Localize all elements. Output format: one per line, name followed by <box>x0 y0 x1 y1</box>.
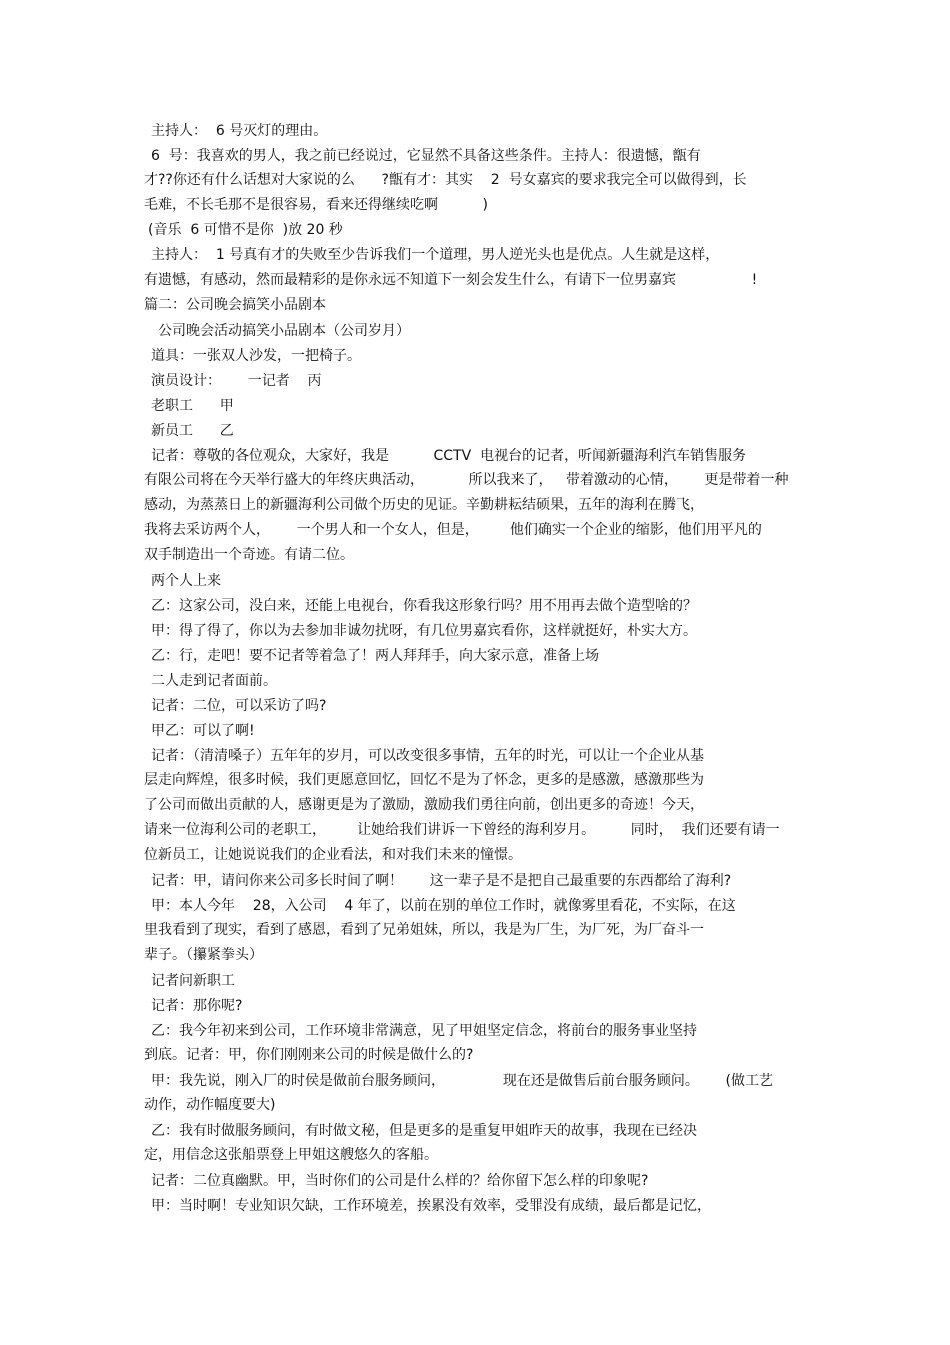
text-line: 甲：本人今年 28，入公司 4 年了，以前在别的单位工作时，就像雾里看花，不实际，在这 <box>151 898 736 914</box>
text-line: 位新员工，让她说说我们的企业看法，和对我们未来的憧憬。 <box>144 847 522 863</box>
text-line: 记者：（清清嗓子）五年年的岁月，可以改变很多事情，五年的时光，可以让一个企业从基 <box>151 748 704 764</box>
text-line: 道具：一张双人沙发，一把椅子。 <box>151 348 361 364</box>
text-line: 记者问新职工 <box>151 973 235 989</box>
text-line: 层走向辉煌，很多时候，我们更愿意回忆，回忆不是为了怀念，更多的是感激，感激那些为 <box>144 772 704 788</box>
text-line: 乙：我今年初来到公司，工作环境非常满意，见了甲姐坚定信念，将前台的服务事业坚持 <box>151 1023 697 1039</box>
text-line: 才??你还有什么话想对大家说的么 ?甑有才：其实 2 号女嘉宾的要求我完全可以做得到，长 <box>144 172 747 188</box>
text-line: 主持人： 1 号真有才的失败至少告诉我们一个道理，男人逆光头也是优点。人生就是这样， <box>151 247 720 263</box>
text-line: 有限公司将在今天举行盛大的年终庆典活动， 所以我来了， 带着激动的心情， 更是带着一种 <box>144 472 789 488</box>
text-line: 甲：当时啊！专业知识欠缺，工作环境差，挨累没有效率，受罪没有成绩，最后都是记忆， <box>151 1198 711 1214</box>
text-line: 甲乙：可以了啊! <box>151 723 255 739</box>
text-line: 我将去采访两个人， 一个男人和一个女人，但是， 他们确实一个企业的缩影，他们用平凡的 <box>144 522 762 538</box>
text-line: 甲：我先说，刚入厂的时侯是做前台服务顾问， 现在还是做售后前台服务顾问。 (做工艺 <box>151 1073 774 1089</box>
text-line: 甲：得了得了，你以为去参加非诚勿扰呀，有几位男嘉宾看你，这样就挺好，朴实大方。 <box>151 623 697 639</box>
text-line: (音乐 6 可惜不是你 )放 20 秒 <box>148 222 343 238</box>
text-line: 记者：二位，可以采访了吗? <box>151 698 327 714</box>
text-line: 记者：尊敬的各位观众，大家好，我是 CCTV 电视台的记者，听闻新疆海利汽车销售服务 <box>151 448 747 464</box>
text-line: 辈子。（攥紧拳头） <box>144 947 263 963</box>
text-line: 定，用信念这张船票登上甲姐这艘悠久的客船。 <box>144 1147 438 1163</box>
text-line: 演员设计： 一记者 丙 <box>151 373 322 389</box>
text-line: 6 号：我喜欢的男人，我之前已经说过，它显然不具备这些条件。主持人：很遗憾，甑有 <box>151 148 701 164</box>
script-title: 公司晚会活动搞笑小品剧本（公司岁月） <box>158 323 410 339</box>
text-line: 到底。记者：甲，你们刚刚来公司的时候是做什么的? <box>144 1047 474 1063</box>
text-line: 感动，为蒸蒸日上的新疆海利公司做个历史的见证。辛勤耕耘结硕果，五年的海利在腾飞， <box>144 497 704 513</box>
text-line: 有遗憾，有感动，然而最精彩的是你永远不知道下一刻会发生什么，有请下一位男嘉宾 ! <box>144 272 758 288</box>
text-line: 双手制造出一个奇迹。有请二位。 <box>144 547 354 563</box>
text-line: 主持人： 6 号灭灯的理由。 <box>151 123 328 139</box>
text-line: 乙：我有时做服务顾问，有时做文秘，但是更多的是重复甲姐昨天的故事，我现在已经决 <box>151 1123 697 1139</box>
text-line: 记者：那你呢? <box>151 998 243 1014</box>
text-line: 两个人上来 <box>151 573 221 589</box>
text-line: 乙：这家公司，没白来，还能上电视台，你看我这形象行吗？用不用再去做个造型啥的？ <box>151 598 697 614</box>
text-line: 了公司而做出贡献的人，感谢更是为了激励，激励我们勇往向前，创出更多的奇迹！今天， <box>144 797 704 813</box>
text-line: 乙：行，走吧！要不记者等着急了！两人拜拜手，向大家示意，准备上场 <box>151 648 599 664</box>
text-line: 记者：二位真幽默。甲，当时你们的公司是什么样的？给你留下怎么样的印象呢? <box>151 1173 649 1189</box>
text-line: 动作，动作幅度要大) <box>144 1097 276 1113</box>
text-line: 里我看到了现实，看到了感恩，看到了兄弟姐妹，所以，我是为厂生，为厂死，为厂奋斗一 <box>144 922 704 938</box>
section-heading: 篇二：公司晚会搞笑小品剧本 <box>144 297 326 313</box>
text-line: 老职工 甲 <box>151 398 234 414</box>
text-line: 毛难，不长毛那不是很容易，看来还得继续吃啊 ) <box>144 197 488 213</box>
text-line: 记者：甲，请问你来公司多长时间了啊！ 这一辈子是不是把自己最重要的东西都给了海利? <box>151 873 732 889</box>
text-line: 请来一位海利公司的老职工， 让她给我们讲诉一下曾经的海利岁月。 同时， 我们还要有请一 <box>144 822 780 838</box>
text-line: 二人走到记者面前。 <box>151 673 277 689</box>
text-line: 新员工 乙 <box>151 423 234 439</box>
